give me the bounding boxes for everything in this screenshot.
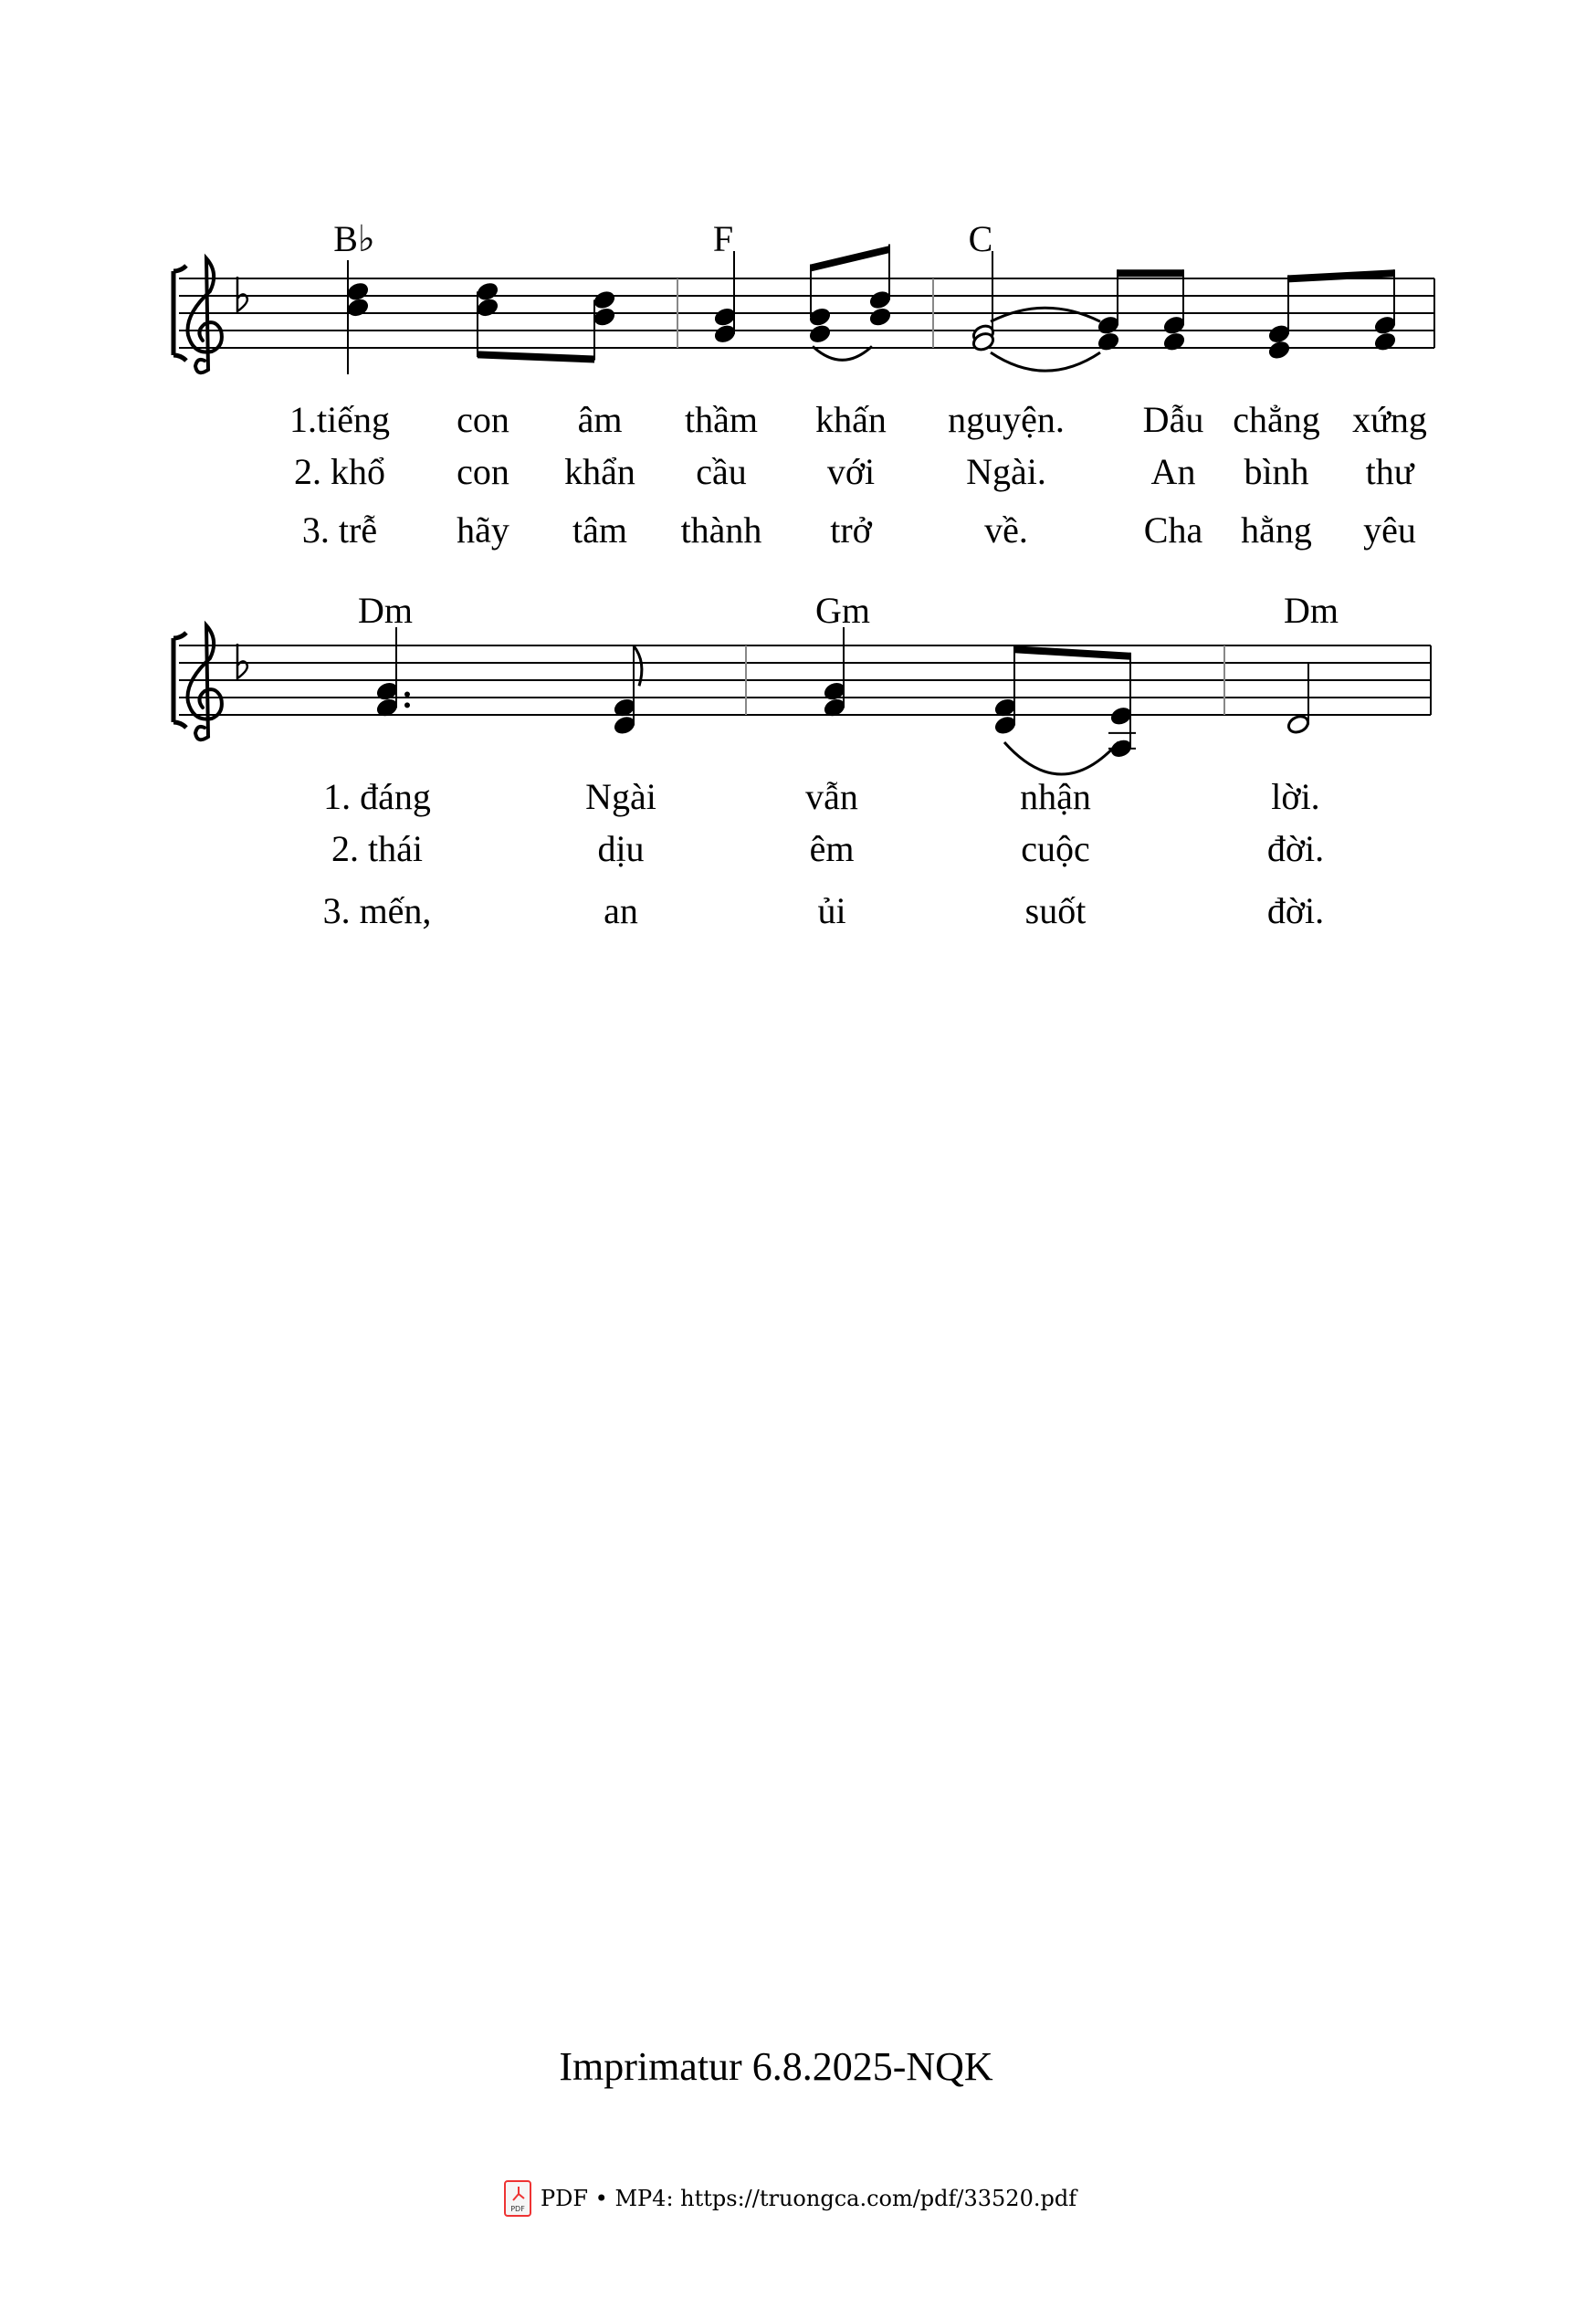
flat-key-signature: [237, 644, 247, 678]
lyric-syllable: với: [826, 451, 876, 492]
note-head: [476, 297, 500, 319]
lyric-syllable: Cha: [1143, 509, 1203, 551]
lyric-syllable: nguyện.: [948, 399, 1065, 440]
slur: [991, 308, 1100, 321]
lyric-syllable: 1. đáng: [323, 776, 431, 817]
beam: [1118, 269, 1183, 277]
beam: [1014, 645, 1130, 659]
lyric-syllable: đời.: [1266, 890, 1325, 931]
lyric-syllable: êm: [809, 828, 855, 869]
chord-symbol: Dm: [1284, 590, 1339, 631]
lyric-syllable: dịu: [597, 828, 645, 869]
augmentation-dot: [404, 692, 410, 698]
lyric-syllable: 2. thái: [331, 828, 423, 869]
lyric-syllable: tâm: [572, 509, 627, 551]
lyric-syllable: con: [457, 451, 509, 492]
note-head: [1373, 331, 1398, 352]
lyric-syllable: ủi: [817, 890, 846, 931]
lyric-syllable: suốt: [1024, 890, 1087, 931]
lyric-syllable: khẩn: [564, 451, 635, 492]
lyric-syllable: cuộc: [1021, 828, 1090, 869]
footer-link[interactable]: [504, 2180, 1076, 2217]
chord-symbol: Gm: [815, 590, 870, 631]
pdf-icon-label: PDF: [510, 2205, 525, 2213]
lyric-syllable: đời.: [1266, 828, 1325, 869]
footer-text[interactable]: PDF • MP4: https://truongca.com/pdf/33520.pdf: [541, 2186, 1077, 2211]
flat-key-signature: [237, 277, 247, 311]
note-head: [1267, 339, 1292, 361]
lyric-syllable: Dẫu: [1142, 399, 1204, 440]
pdf-file-icon: [504, 2180, 531, 2217]
beam: [811, 246, 889, 271]
note-head: [808, 323, 833, 345]
lyric-syllable: thầm: [685, 399, 758, 440]
lyric-syllable: nhận: [1020, 776, 1091, 817]
lyric-syllable: an: [604, 890, 638, 931]
lyric-syllable: 3. trễ: [301, 509, 378, 551]
lyric-syllable: cầu: [696, 451, 747, 492]
chord-symbol: Dm: [358, 590, 413, 631]
beam: [478, 351, 594, 362]
note-head: [346, 297, 371, 319]
lyric-syllable: Ngài.: [966, 451, 1046, 492]
note-head: [868, 306, 893, 328]
note-head: [476, 280, 500, 302]
imprimatur-note: Imprimatur 6.8.2025-NQK: [559, 2044, 993, 2089]
lyric-syllable: yêu: [1363, 509, 1416, 551]
lyric-syllable: hằng: [1241, 509, 1312, 551]
lyric-syllable: trở: [830, 509, 872, 551]
note-head: [346, 280, 371, 302]
note-head: [1097, 331, 1121, 352]
lyric-syllable: bình: [1244, 451, 1309, 492]
note-head: [1286, 713, 1311, 735]
lyric-syllable: 3. mến,: [322, 890, 432, 931]
lyric-syllable: lời.: [1271, 776, 1320, 817]
lyric-syllable: 1.tiếng: [289, 399, 390, 440]
slur: [1004, 742, 1118, 774]
lyric-syllable: âm: [577, 399, 623, 440]
lyric-syllable: thư: [1365, 451, 1414, 492]
chord-symbol: B♭: [333, 218, 375, 259]
lyric-syllable: con: [457, 399, 509, 440]
chord-symbol: F: [712, 218, 734, 259]
treble-clef-icon: [188, 258, 222, 373]
note-head: [1162, 331, 1187, 352]
beam: [1288, 269, 1394, 282]
lyric-syllable: chẳng: [1233, 399, 1320, 440]
lyric-syllable: xứng: [1352, 399, 1427, 440]
chord-symbol: C: [968, 218, 993, 259]
augmentation-dot: [404, 702, 410, 708]
note-head: [593, 289, 617, 311]
lyric-syllable: Ngài: [585, 776, 656, 817]
lyric-syllable: hãy: [457, 509, 509, 551]
lyric-syllable: 2. khổ: [294, 451, 385, 492]
sheet-music: [0, 0, 1596, 1004]
lyric-syllable: về.: [984, 509, 1028, 551]
lyric-syllable: thành: [680, 509, 762, 551]
lyric-syllable: vẫn: [805, 776, 858, 817]
lyric-syllable: An: [1150, 451, 1196, 492]
lyric-syllable: khấn: [815, 399, 887, 440]
slur: [991, 352, 1100, 371]
note-head: [593, 306, 617, 328]
treble-clef-icon: [188, 625, 222, 740]
